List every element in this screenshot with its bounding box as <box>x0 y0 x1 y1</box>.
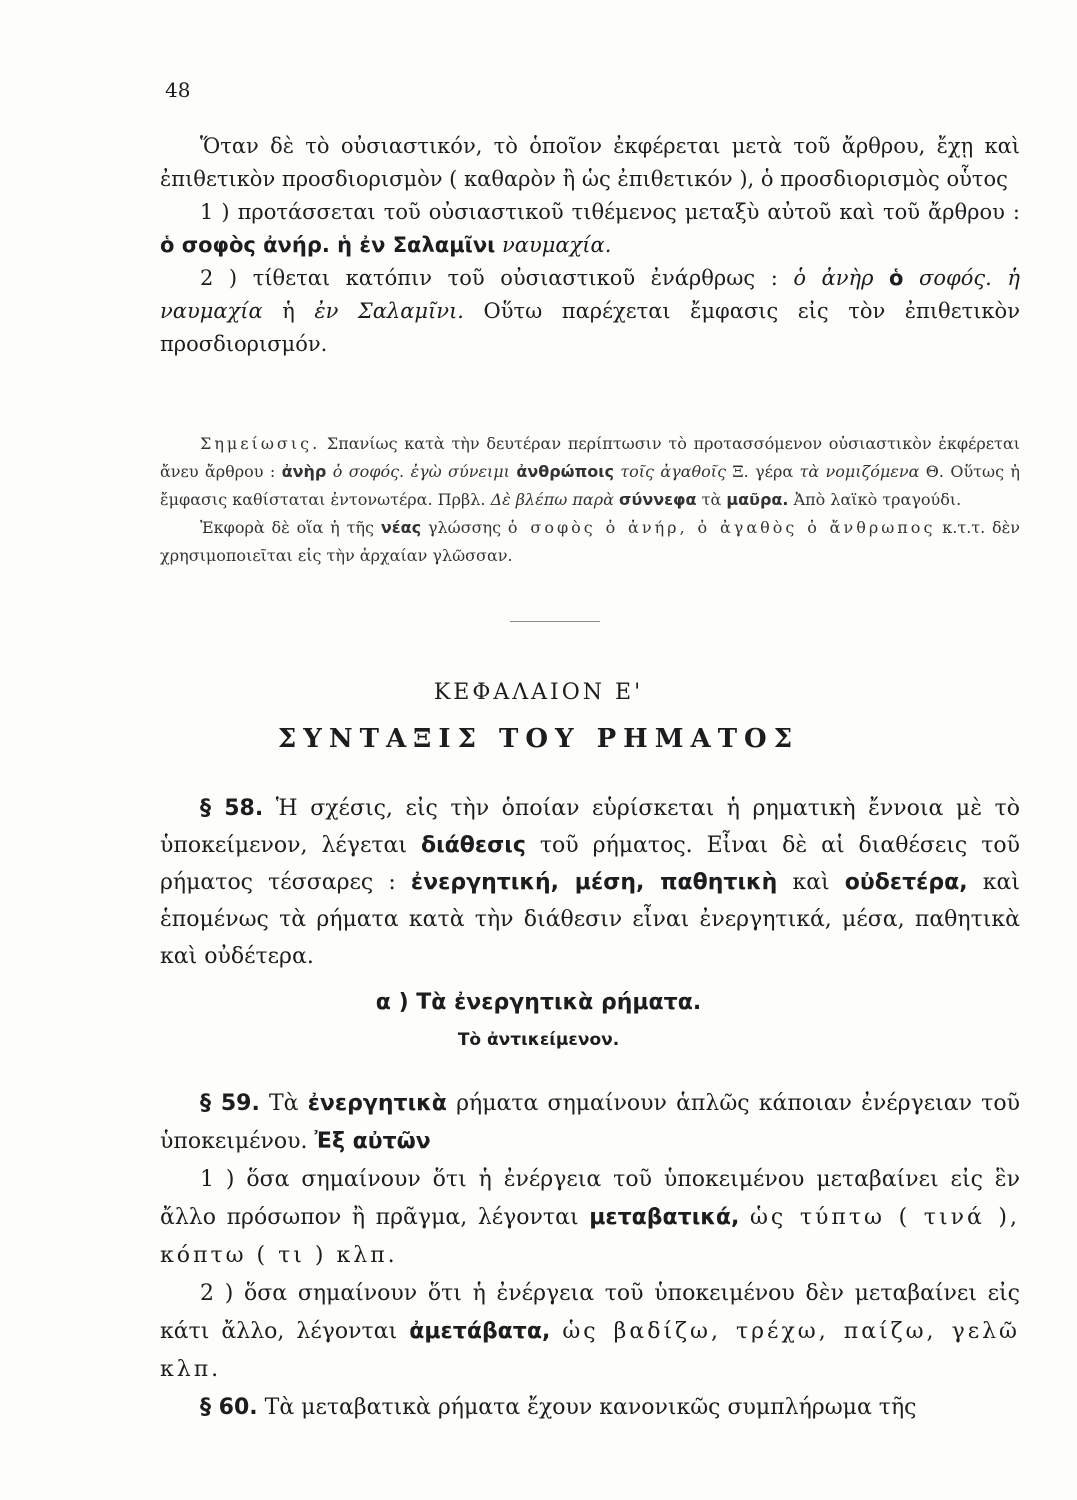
section-59: § 59. Τὰ ἐνεργητικὰ ρήματα σημαίνουν ἁπλῶς κάποιαν ἐνέργειαν τοῦ ὑποκειμένου. Ἐξ αὐτῶν <box>160 1091 1020 1154</box>
rule-item-1: 1 ) προτάσσεται τοῦ οὐσιαστικοῦ τιθέμενος μεταξὺ αὐτοῦ καὶ τοῦ ἄρθρου : ὁ σοφὸς ἀνήρ. ἡ ἐν Σαλαμῖνι ναυμαχία. <box>160 200 1020 257</box>
page-number: 48 <box>165 78 191 102</box>
subheading-active-verbs: α ) Τὰ ἐνεργητικὰ ρήματα. <box>375 990 702 1015</box>
note-label: Σημείωσις. <box>200 434 321 453</box>
section-number: § 60. <box>200 1395 258 1420</box>
intro-paragraph: Ὅταν δὲ τὸ οὐσιαστικόν, τὸ ὁποῖον ἐκφέρεται μετὰ τοῦ ἄρθρου, ἔχῃ καὶ ἐπιθετικὸν προσδιορισμὸν ( καθαρὸν ἢ ὡς ἐπιθετικόν ), ὁ προσδιορισμὸς οὗτος <box>160 134 1020 191</box>
attributive-section <box>160 130 1020 361</box>
note-block: Σημείωσις. Σπανίως κατὰ τὴν δευτέραν περίπτωσιν τὸ προτασσόμενον οὐσιαστικὸν ἐκφέρεται ἄνευ ἄρθρου : ἀνὴρ ὁ σοφός. ἐγὼ σύνειμι ἀνθρώποις τοῖς ἀγαθοῖς Ξ. γέρα τὰ νομιζόμενα Θ. Οὕτως ἡ ἔμφασις καθίσταται ἐντονωτέρα. Πρβλ. Δὲ βλέπω παρὰ σύννεφα τὰ μαῦρα. Ἀπὸ λαϊκὸ τραγούδι. Ἐκφορὰ δὲ οἵα ἡ τῆς νέας γλώσσης ὁ σοφὸς ὁ ἀνήρ, ὁ ἀγαθὸς ὁ ἄνθρωπος κ.τ.τ. δὲν χρησιμοποιεῖται εἰς τὴν ἀρχαίαν γλῶσσαν. <box>160 434 1020 565</box>
section-59-60 <box>160 1085 1020 1427</box>
subheading-object: Τὸ ἀντικείμενον. <box>457 1030 620 1050</box>
section-60: § 60. Τὰ μεταβατικὰ ρήματα ἔχουν κανονικῶς συμπλήρωμα τῆς <box>200 1395 917 1420</box>
rule-item-2: 2 ) τίθεται κατόπιν τοῦ οὐσιαστικοῦ ἐνάρθρως : ὁ ἀνὴρ ὁ σοφός. ἡ ναυμαχία ἡ ἐν Σαλαμῖνι. Οὕτω παρέχεται ἔμφασις εἰς τὸν ἐπιθετικὸν προσδιορισμόν. <box>160 266 1020 356</box>
chapter-title: ΣΥΝΤΑΞΙΣ ΤΟΥ ΡΗΜΑΤΟΣ <box>277 724 800 754</box>
section-59-item-2: 2 ) ὅσα σημαίνουν ὅτι ἡ ἐνέργεια τοῦ ὑποκειμένου δὲν μεταβαίνει εἰς κάτι ἄλλο, λέγονται ἀμετάβατα, ὡς βαδίζω, τρέχω, παίζω, γελῶ κλπ. <box>160 1281 1020 1382</box>
section-59-item-1: 1 ) ὅσα σημαίνουν ὅτι ἡ ἐνέργεια τοῦ ὑποκειμένου μεταβαίνει εἰς ἓν ἄλλο πρόσωπον ἢ πρᾶγμα, λέγονται μεταβατικά, ὡς τύπτω ( τινά ), κόπτω ( τι ) κλπ. <box>160 1167 1020 1268</box>
section-number: § 58. <box>200 796 264 821</box>
section-58: § 58. Ἡ σχέσις, εἰς τὴν ὁποίαν εὑρίσκεται ἡ ρηματικὴ ἔννοια μὲ τὸ ὑποκείμενον, λέγεται διάθεσις τοῦ ρήματος. Εἶναι δὲ αἱ διαθέσεις τοῦ ρήματος τέσσαρες : ἐνεργητική, μέση, παθητικὴ καὶ οὐδετέρα, καὶ ἑπομένως τὰ ρήματα κατὰ τὴν διάθεσιν εἶναι ἐνεργητικά, μέσα, παθητικὰ καὶ οὐδέτερα. <box>160 796 1021 969</box>
divider <box>510 621 600 622</box>
section-number: § 59. <box>200 1091 260 1116</box>
chapter-number: ΚΕΦΑΛΑΙΟΝ Ε' <box>433 680 644 705</box>
